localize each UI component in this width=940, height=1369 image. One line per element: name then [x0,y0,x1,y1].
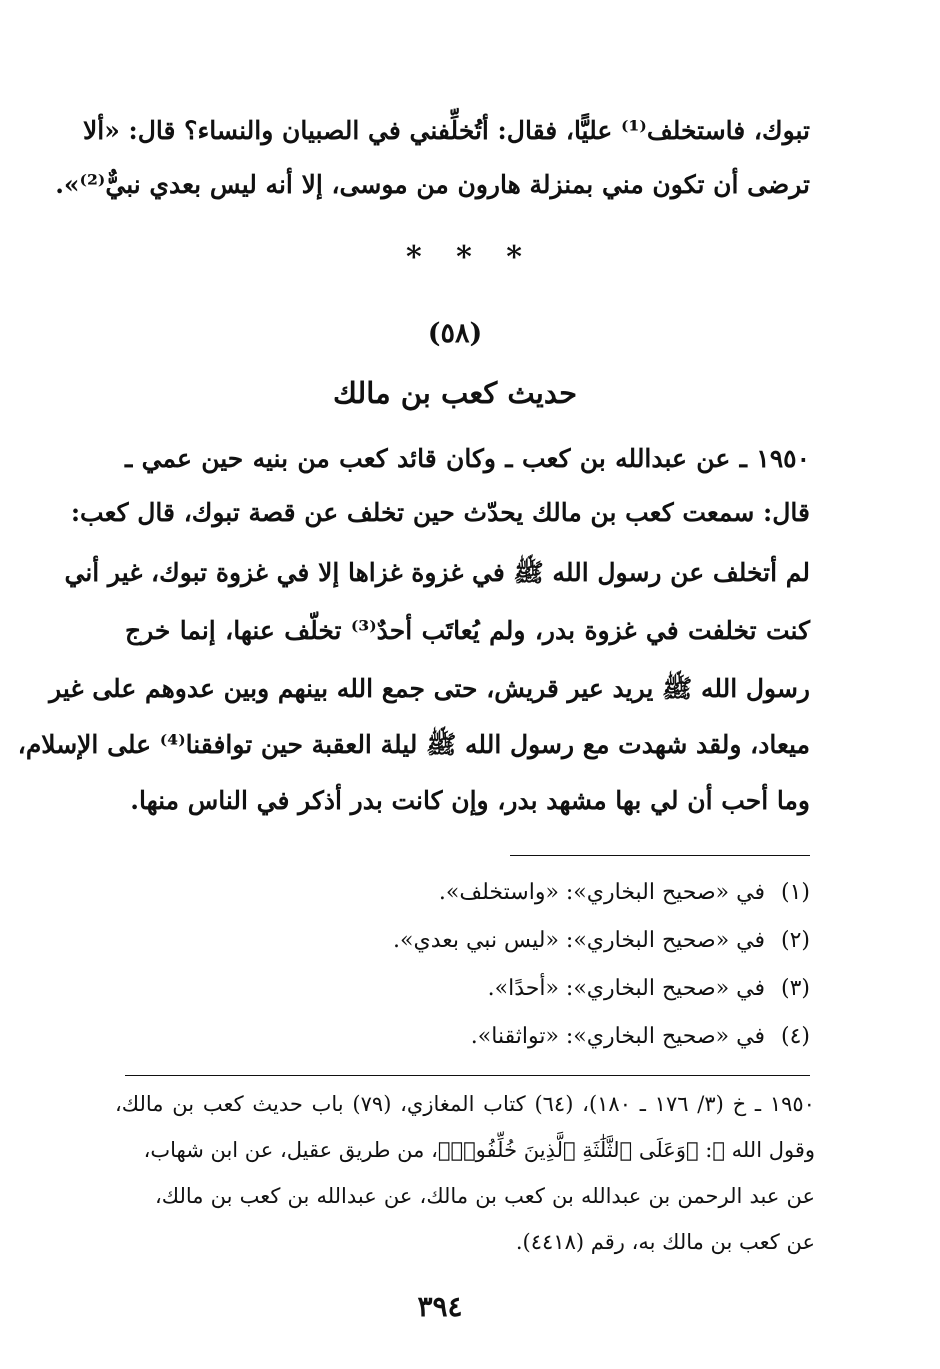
footnote-number: (٢) [780,928,810,953]
footnote-number: (١) [780,880,810,905]
hadith-line: قال: سمعت كعب بن مالك يحدّث حين تخلف عن قصة تبوك، قال كعب: [70,498,810,527]
source-line: ١٩٥٠ ـ خ (٣/ ١٧٦ ـ ١٨٠)، (٦٤) كتاب المغازي، (٧٩) باب حديث كعب بن مالك، [115,1092,815,1116]
footnote-text: في «صحيح البخاري»: «أحدًا». [487,976,765,1001]
source-line: عن عبد الرحمن بن عبدالله بن كعب بن مالك، عن عبدالله بن كعب بن مالك، [155,1184,815,1208]
footnote [125,880,810,905]
footnote-number: (٤) [780,1024,810,1049]
hadith-line: رسول الله ﷺ يريد عير قريش، حتى جمع الله بينهم وبين عدوهم على غير [49,674,810,703]
text-line: تبوك، فاستخلف⁽¹⁾ عليًّا، فقال: أتُخلِّفني في الصبيان والنساء؟ قال: «ألا [82,116,810,145]
footnote-text: في «صحيح البخاري»: «ليس نبي بعدي». [393,928,765,953]
footnote [125,1024,810,1049]
hadith-line: ١٩٥٠ ـ عن عبدالله بن كعب ـ وكان قائد كعب من بنيه حين عمي ـ [125,444,810,473]
footnote-text: في «صحيح البخاري»: «تواثقنا». [470,1024,765,1049]
footnote [125,928,810,953]
hadith-line: لم أتخلف عن رسول الله ﷺ في غزوة غزاها إلا في غزوة تبوك، غير أني [64,558,810,587]
footnote [125,976,810,1001]
chapter-title: حديث كعب بن مالك [332,376,578,410]
section-separator: * * * [406,240,534,275]
chapter-number: (٥٨) [427,318,483,349]
hadith-line: ميعاد، ولقد شهدت مع رسول الله ﷺ ليلة العقبة حين توافقنا⁽⁴⁾ على الإسلام، [17,730,810,759]
source-divider [125,1075,810,1076]
footnote-number: (٣) [780,976,810,1001]
source-line: وقول الله ﷻ: ﴿وَعَلَى ٱلثَّلَٰثَةِ ٱلَّذِينَ خُلِّفُوا۟﴾، من طريق عقيل، عن ابن شهاب، [143,1138,815,1162]
footnote-text: في «صحيح البخاري»: «واستخلف». [438,880,765,905]
hadith-line: وما أحب أن لي بها مشهد بدر، وإن كانت بدر أذكر في الناس منها. [130,786,810,815]
page-number: ٣٩٤ [417,1290,463,1323]
text-line: ترضى أن تكون مني بمنزلة هارون من موسى، إلا أنه ليس بعدي نبيٌّ⁽²⁾». [55,170,810,199]
source-line: عن كعب بن مالك به، رقم (٤٤١٨). [515,1230,815,1254]
hadith-line: كنت تخلفت في غزوة بدر، ولم يُعاتَب أحدٌ⁽³⁾ تخلّف عنها، إنما خرج [125,616,810,645]
footnote-divider [510,855,810,856]
